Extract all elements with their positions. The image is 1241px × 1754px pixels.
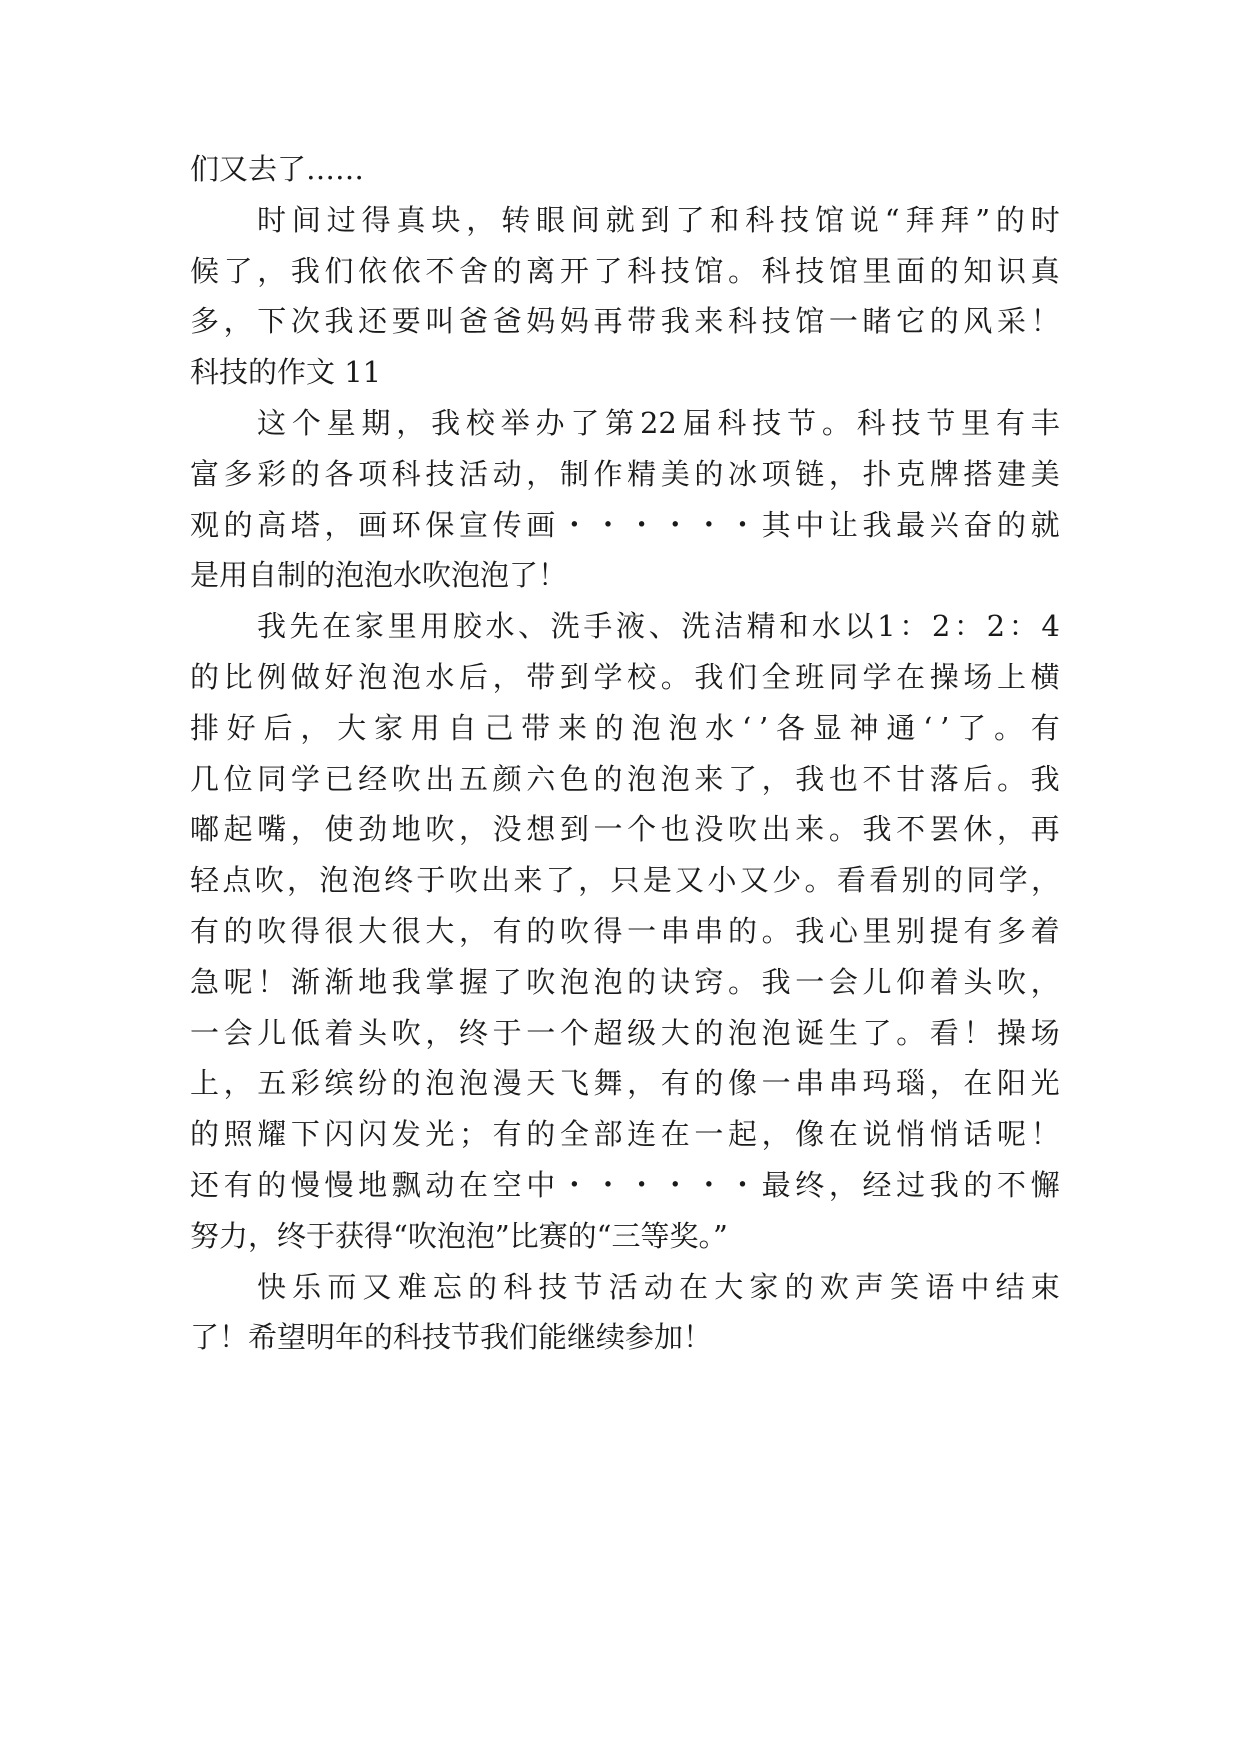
text-line: 们又去了…… bbox=[190, 152, 365, 186]
text-line: 轻 点 吹 ， 泡 泡 终 于 吹 出 来 了 ， 只 是 又 小 又 少 。 看 看 别 的 同 学 ， bbox=[190, 863, 1060, 898]
text-line: 有 的 吹 得 很 大 很 大 ， 有 的 吹 得 一 串 串 的 。 我 心 里 别 提 有 多 着 bbox=[190, 914, 1060, 948]
text-line: 时 间 过 得 真 块 ， 转 眼 间 就 到 了 和 科 技 馆 说 “ 拜 拜 ” 的 时 bbox=[257, 202, 1060, 237]
text-line: 的 比 例 做 好 泡 泡 水 后 ， 带 到 学 校 。 我 们 全 班 同 学 在 操 场 上 横 bbox=[190, 660, 1060, 694]
text-line: 了！希望明年的科技节我们能继续参加！ bbox=[190, 1320, 713, 1355]
text-line: 富 多 彩 的 各 项 科 技 活 动 ， 制 作 精 美 的 冰 项 链 ， 扑 克 牌 搭 建 美 bbox=[190, 456, 1060, 491]
text-line: 嘟 起 嘴 ， 使 劲 地 吹 ， 没 想 到 一 个 也 没 吹 出 来 。 我 不 罢 休 ， 再 bbox=[190, 812, 1060, 847]
text-line: 这 个 星 期 ， 我 校 举 办 了 第 22 届 科 技 节 。 科 技 节 里 有 丰 bbox=[257, 406, 1060, 440]
text-line: 科技的作文 11 bbox=[190, 355, 382, 390]
text-line: 的 照 耀 下 闪 闪 发 光 ； 有 的 全 部 连 在 一 起 ， 像 在 说 悄 悄 话 呢 ！ bbox=[190, 1117, 1060, 1152]
text-line: 一 会 儿 低 着 头 吹 ， 终 于 一 个 超 级 大 的 泡 泡 诞 生 了 。 看 ！ 操 场 bbox=[190, 1015, 1060, 1050]
text-line: 还 有 的 慢 慢 地 飘 动 在 空 中 ・ ・ ・ ・ ・ ・ 最 终 ， 经 过 我 的 不 懈 bbox=[190, 1168, 1060, 1202]
text-line: 是用自制的泡泡水吹泡泡了！ bbox=[190, 558, 568, 593]
text-line: 上 ， 五 彩 缤 纷 的 泡 泡 漫 天 飞 舞 ， 有 的 像 一 串 串 玛 瑙 ， 在 阳 光 bbox=[190, 1066, 1060, 1101]
text-line: 快 乐 而 又 难 忘 的 科 技 节 活 动 在 大 家 的 欢 声 笑 语 中 结 束 bbox=[257, 1269, 1060, 1304]
text-line: 观 的 高 塔 ， 画 环 保 宣 传 画 ・ ・ ・ ・ ・ ・ 其 中 让 我 最 兴 奋 的 就 bbox=[190, 507, 1060, 542]
text-line: 候 了 ， 我 们 依 依 不 舍 的 离 开 了 科 技 馆 。 科 技 馆 里 面 的 知 识 真 bbox=[190, 253, 1060, 288]
text-line: 多 ， 下 次 我 还 要 叫 爸 爸 妈 妈 再 带 我 来 科 技 馆 一 睹 它 的 风 采 ！ bbox=[190, 304, 1060, 339]
text-line: 几 位 同 学 已 经 吹 出 五 颜 六 色 的 泡 泡 来 了 ， 我 也 不 甘 落 后 。 我 bbox=[190, 761, 1060, 796]
text-line: 我 先 在 家 里 用 胶 水 、 洗 手 液 、 洗 洁 精 和 水 以 1 ： 2 ： 2 ： 4 bbox=[257, 609, 1060, 644]
text-line: 努力，终于获得“吹泡泡”比赛的“三等奖。” bbox=[190, 1218, 728, 1253]
text-line: 排 好 后 ， 大 家 用 自 己 带 来 的 泡 泡 水 ‘ ’ 各 显 神 通 ‘ ’ 了 。 有 bbox=[190, 710, 1060, 745]
text-line: 急 呢 ！ 渐 渐 地 我 掌 握 了 吹 泡 泡 的 诀 窍 。 我 一 会 儿 仰 着 头 吹 ， bbox=[190, 964, 1060, 999]
